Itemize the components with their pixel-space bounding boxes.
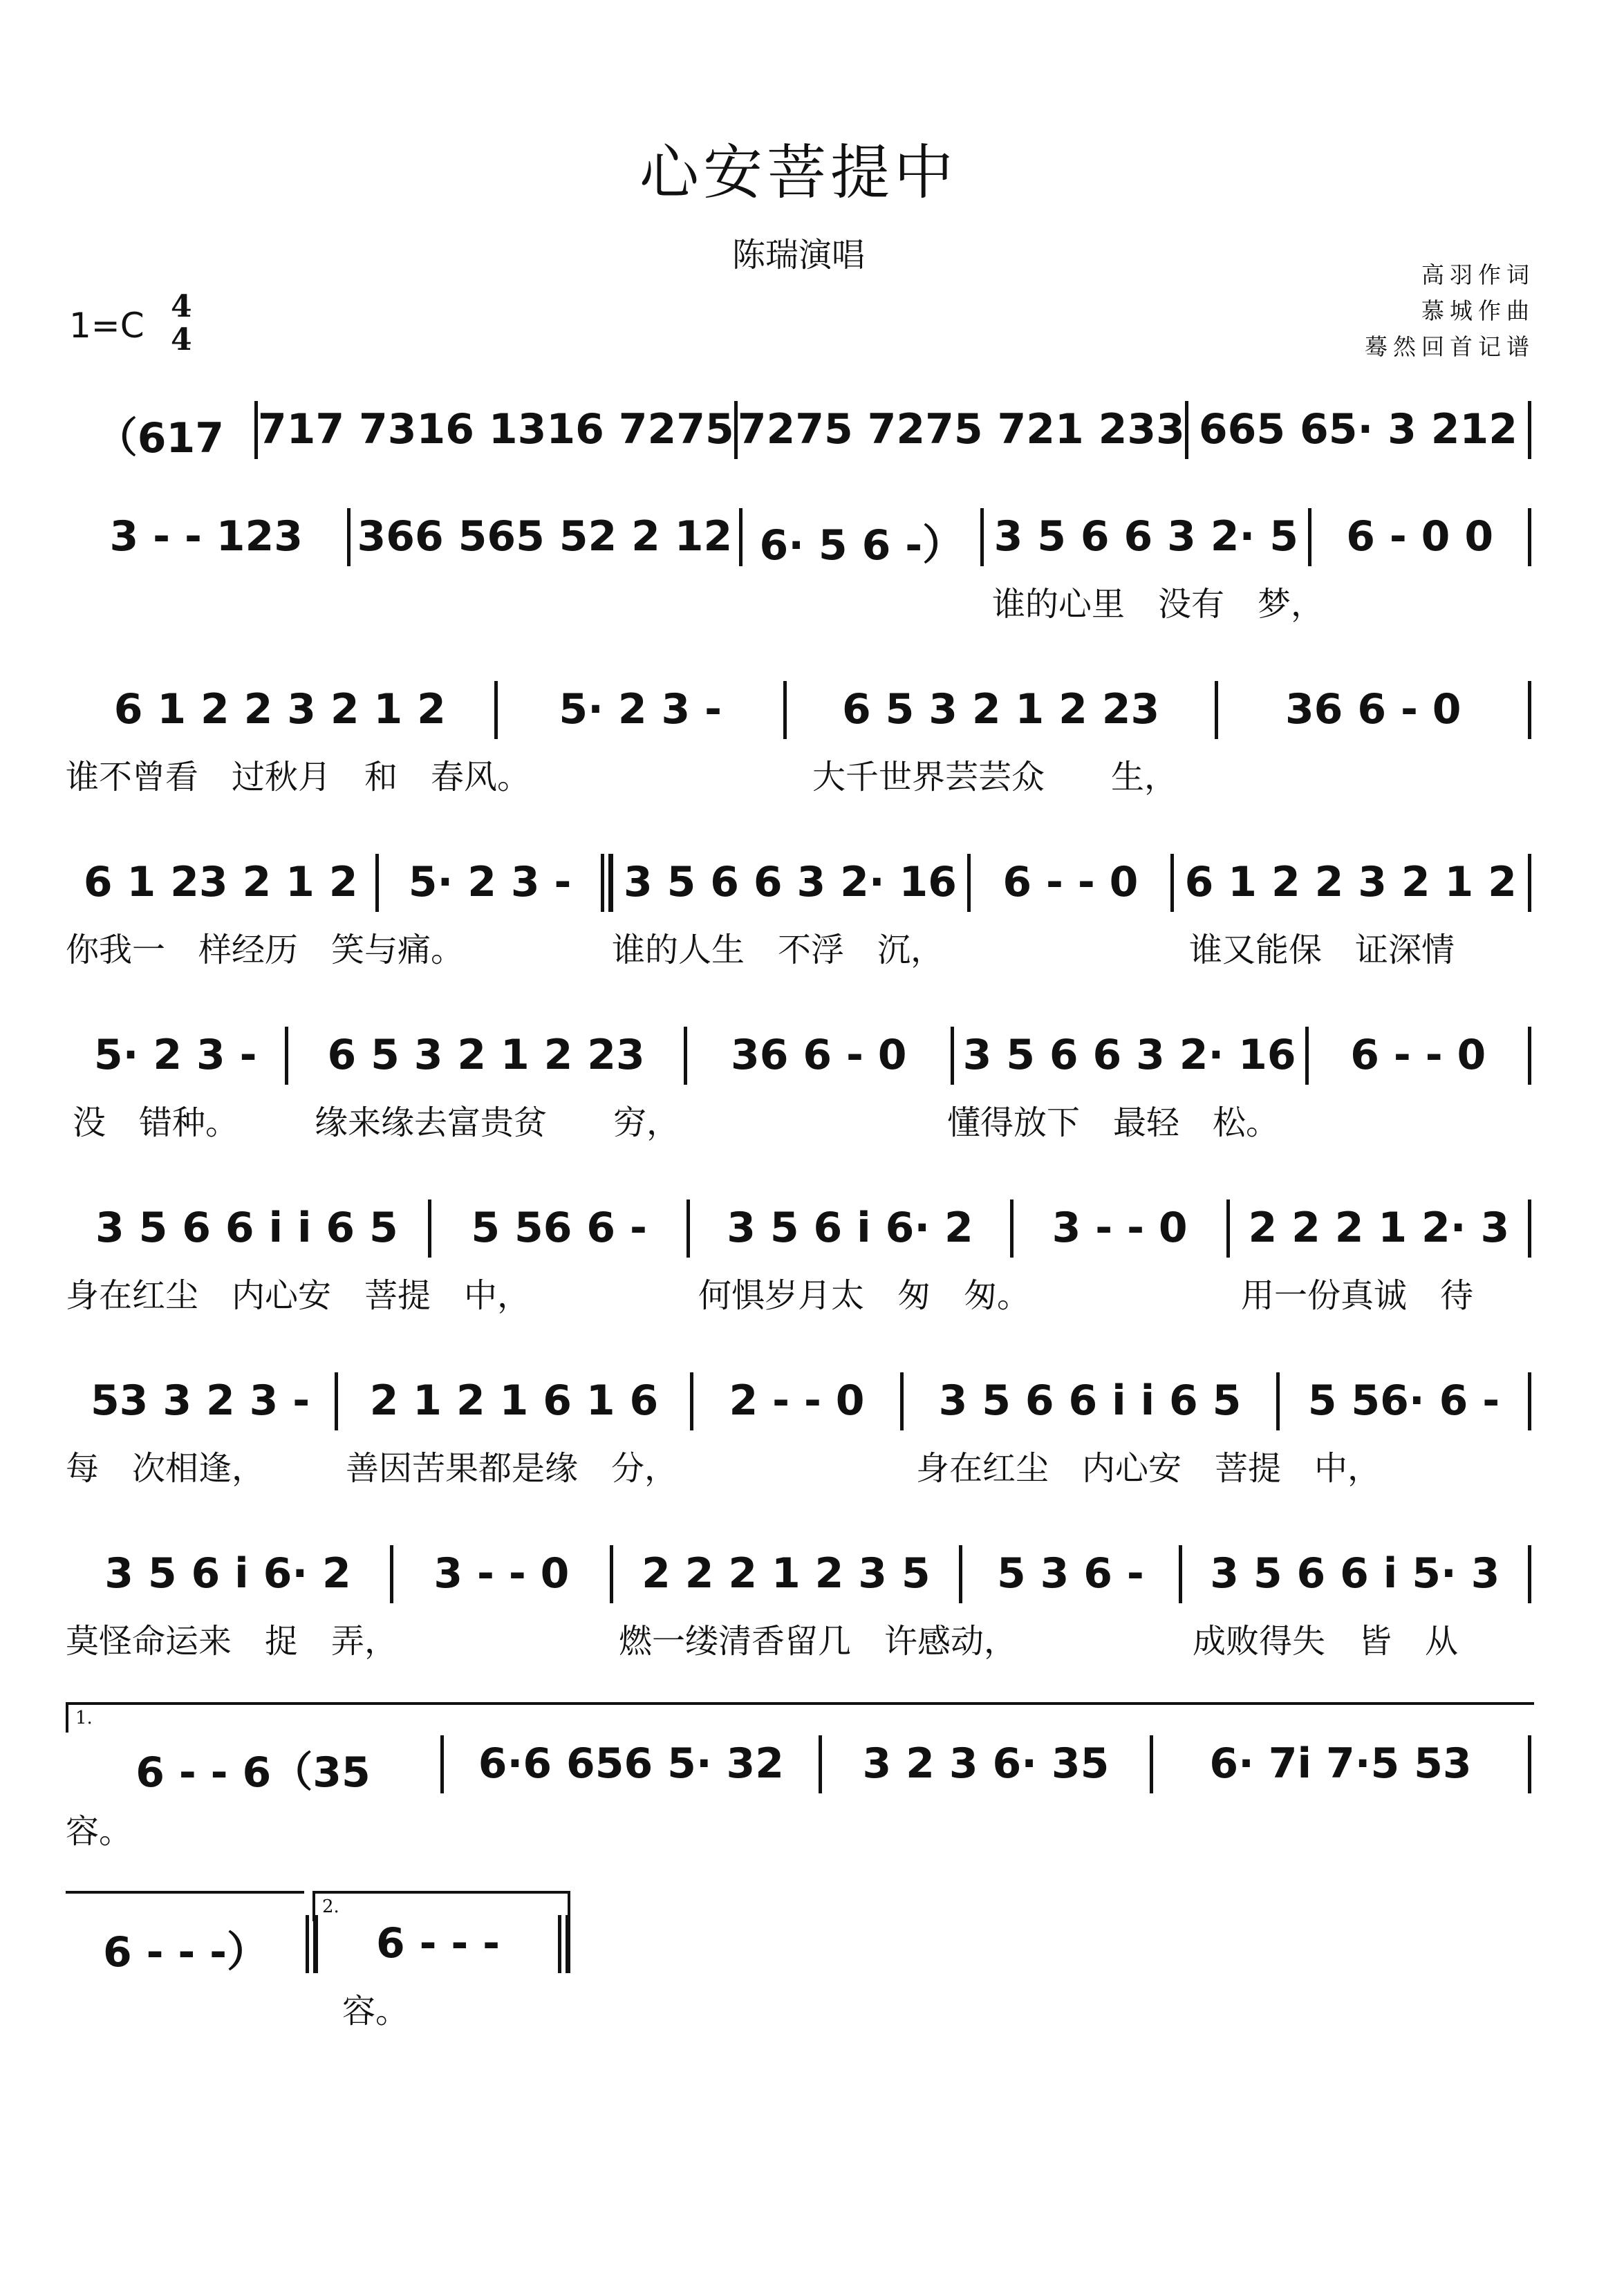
measure: 3 5 6 6 3 2· 16: [623, 858, 958, 906]
measure: 5· 2 3 -: [408, 858, 572, 906]
measure: 717 7316 1316 7275: [257, 405, 734, 454]
repeat-start-barline: [601, 854, 613, 912]
measure: 2 2 2 1 2 3 5: [642, 1549, 931, 1598]
barline: [1528, 508, 1531, 566]
lyric-text: 没 错种。: [73, 1103, 239, 1142]
repeat-end-barline: [306, 1915, 318, 1973]
lyrics-line-3: [0, 750, 1597, 799]
barline: [1528, 681, 1531, 739]
lyric-text: 身在红尘 内心安 菩提 中，: [916, 1449, 1381, 1488]
measure: 5· 2 3 -: [93, 1031, 257, 1079]
measure: 2 1 2 1 6 1 6: [369, 1376, 659, 1425]
measure: 3 5 6 6 i 5· 3: [1210, 1549, 1500, 1598]
final-barline: [558, 1915, 570, 1973]
lyric-text: 懂得放下 最轻 松。: [947, 1103, 1280, 1142]
second-ending-label: 2.: [322, 1896, 339, 1917]
lyric-text: 容。: [66, 1812, 133, 1851]
first-ending-bracket: [66, 1702, 1534, 1733]
lyrics-line-9: [0, 1804, 1597, 1853]
lyrics-line-7: [0, 1441, 1597, 1490]
barline: [1528, 1027, 1531, 1085]
lyrics-line-6: [0, 1269, 1597, 1317]
measure: 3 5 6 6 i i 6 5: [938, 1376, 1242, 1425]
lyric-text: 大千世界芸芸众 生，: [812, 758, 1178, 796]
measure: 3 2 3 6· 35: [862, 1739, 1110, 1788]
measure: 5 56 6 -: [471, 1204, 647, 1252]
lyric-text: 谁又能保 证深情: [1189, 931, 1455, 969]
measure: 36 6 - 0: [1285, 685, 1461, 734]
measure: 3 - - 0: [1052, 1204, 1188, 1252]
measure: 3 5 6 6 3 2· 5: [993, 512, 1298, 561]
measure: （617: [95, 414, 225, 463]
measure: 6 - - 0: [1350, 1031, 1486, 1079]
measure: 2 2 2 1 2· 3: [1248, 1204, 1510, 1252]
lyric-text: 善因苦果都是缘 分，: [346, 1449, 678, 1488]
measure: 3 - - 123: [109, 512, 303, 561]
singer-credit: 陈瑞演唱: [731, 236, 865, 274]
meter-top: 4: [171, 289, 192, 324]
measure: 3 5 6 6 i i 6 5: [95, 1204, 398, 1252]
song-title: 心安菩提中: [639, 138, 958, 207]
composer-credit: 慕城作曲: [1421, 297, 1535, 324]
meter-bottom: 4: [171, 322, 192, 357]
measure: 36 6 - 0: [730, 1031, 907, 1079]
barline: [1528, 1735, 1531, 1793]
barline: [1528, 1372, 1531, 1430]
measure: 3 5 6 6 3 2· 16: [962, 1031, 1296, 1079]
lyricist-credit: 高羽作词: [1421, 261, 1535, 288]
lyric-text: 容。: [342, 1992, 409, 2031]
lyrics-line-5: [0, 1096, 1597, 1144]
barline: [1528, 854, 1531, 912]
lyric-text: 何惧岁月太 匆 匆。: [698, 1276, 1031, 1315]
lyric-text: 燃一缕清香留几 许感动，: [619, 1622, 1018, 1661]
key-signature: 1=C: [69, 306, 144, 346]
measure: 6 5 3 2 1 2 23: [841, 685, 1160, 734]
measure: 6 5 3 2 1 2 23: [327, 1031, 645, 1079]
credits-block: [1365, 257, 1535, 365]
lyric-text: 成败得失 皆 从: [1193, 1622, 1459, 1661]
lyric-text: 谁的心里 没有 梦，: [992, 585, 1325, 624]
transcriber-credit: 蓦然回首记谱: [1365, 333, 1535, 360]
lyric-text: 用一份真诚 待: [1241, 1276, 1474, 1315]
time-signature: [171, 290, 192, 357]
lyrics-line-8: [0, 1614, 1597, 1663]
measure: 5· 2 3 -: [559, 685, 722, 734]
barline: [1528, 1545, 1531, 1603]
measure: 6 - - 6（35: [136, 1748, 371, 1797]
measure: 6· 5 6 -）: [759, 521, 964, 570]
barline: [1528, 1200, 1531, 1258]
measure: 3 - - 0: [433, 1549, 570, 1598]
lyrics-line-2: [0, 577, 1597, 626]
measure: 3 5 6 i 6· 2: [104, 1549, 351, 1598]
first-ending-label: 1.: [75, 1708, 93, 1728]
measure: 5 56· 6 -: [1307, 1376, 1500, 1425]
lyric-text: 身在红尘 内心安 菩提 中，: [66, 1276, 531, 1315]
measure: 53 3 2 3 -: [90, 1376, 310, 1425]
measure: 6 - - -）: [102, 1928, 269, 1977]
lyrics-line-4: [0, 923, 1597, 971]
measure: 3 5 6 i 6· 2: [727, 1204, 973, 1252]
measure: 6 1 2 2 3 2 1 2: [113, 685, 446, 734]
barline: [1528, 401, 1531, 459]
measure: 6 - 0 0: [1346, 512, 1494, 561]
lyric-text: 缘来缘去富贵贫 穷，: [315, 1103, 680, 1142]
lyric-text: 你我一 样经历 笑与痛。: [66, 931, 465, 969]
measure: 7275 7275 721 233: [737, 405, 1185, 454]
lyric-text: 谁不曾看 过秋月 和 春风。: [66, 758, 531, 796]
measure: 665 65· 3 212: [1198, 405, 1518, 454]
measure: 6 - - -: [375, 1919, 501, 1968]
measure: 6· 7i 7·5 53: [1209, 1739, 1472, 1788]
lyric-text: 每 次相逢，: [66, 1449, 265, 1488]
measure: 2 - - 0: [729, 1376, 865, 1425]
lyric-text: 谁的人生 不浮 沉，: [612, 931, 944, 969]
measure: 6 - - 0: [1002, 858, 1139, 906]
measure: 5 3 6 -: [996, 1549, 1144, 1598]
lyrics-line-10: [0, 1984, 1597, 2033]
measure: 366 565 52 2 12: [357, 512, 733, 561]
lyric-text: 莫怪命运来 捉 弄，: [66, 1622, 398, 1661]
measure: 6·6 656 5· 32: [478, 1739, 785, 1788]
measure: 6 1 23 2 1 2: [83, 858, 358, 906]
measure: 6 1 2 2 3 2 1 2: [1184, 858, 1517, 906]
